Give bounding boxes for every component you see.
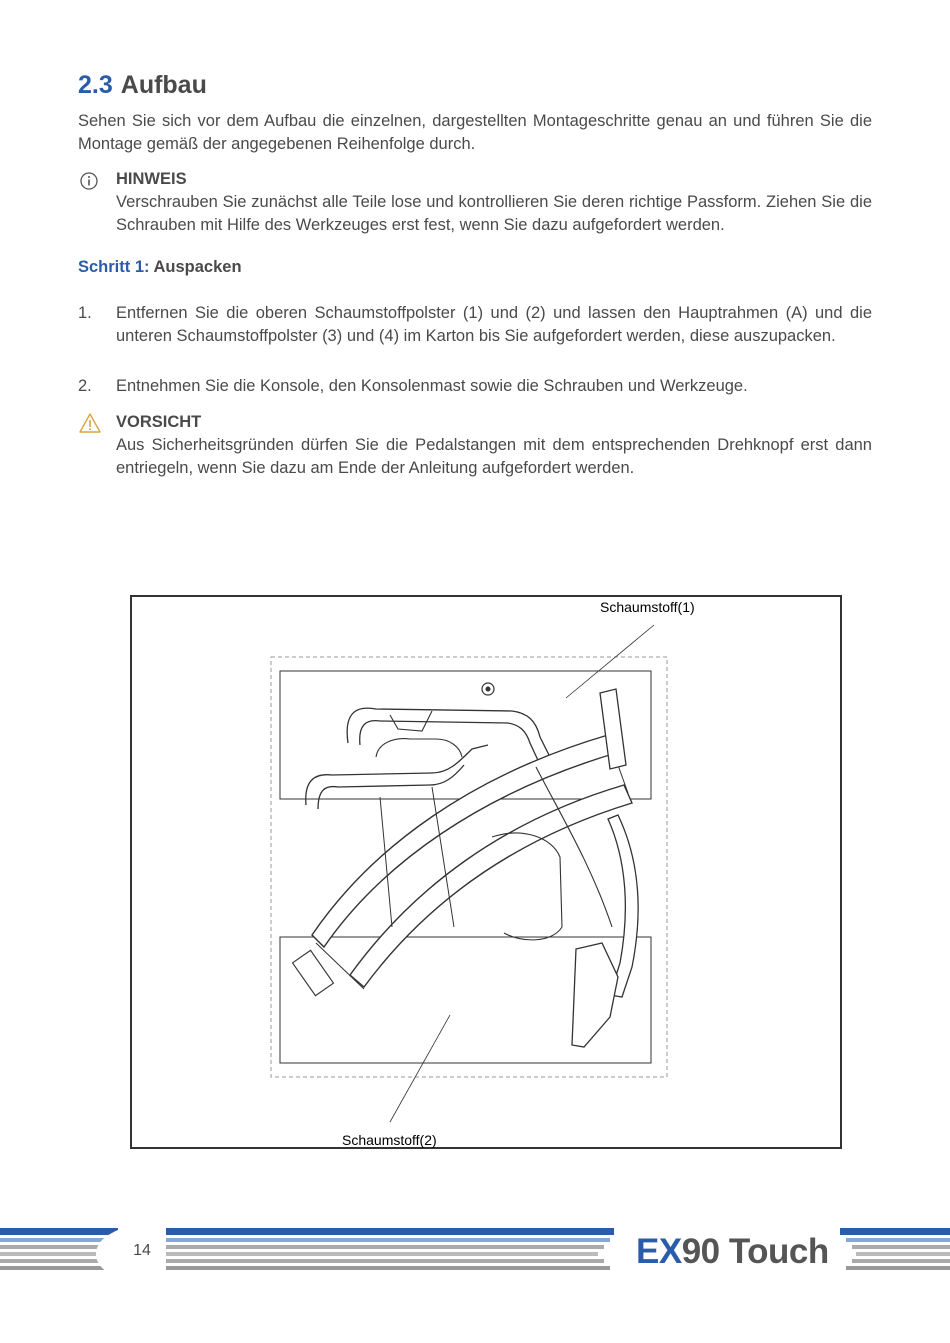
brand-name: 90 Touch	[681, 1232, 829, 1271]
hinweis-text: Verschrauben Sie zunächst alle Teile lose und kontrollieren Sie deren richtige Passform. Ziehen Sie die Schrauben mit Hilfe des Werkzeuges erst fest, wenn Sie dazu aufgefordert werden.	[116, 193, 872, 234]
frame-illustration	[132, 597, 840, 1147]
section-title: Aufbau	[120, 71, 207, 99]
brand-logo	[636, 1230, 829, 1274]
warning-icon	[79, 412, 101, 434]
step-title: Auspacken	[153, 258, 242, 276]
hinweis-title: HINWEIS	[116, 170, 187, 188]
vorsicht-text: Aus Sicherheitsgründen dürfen Sie die Pedalstangen mit dem entsprechenden Drehknopf erst dann entriegeln, wenn Sie dazu am Ende der Anleitung aufgefordert werden.	[116, 436, 872, 477]
list-item-text: Entfernen Sie die oberen Schaumstoffpolster (1) und (2) und lassen den Hauptrahmen (A) und die unteren Schaumstoffpolster (3) und (4) im Karton bis Sie aufgefordert werden, diese auszupacken.	[116, 304, 872, 345]
section-number: 2.3	[78, 71, 113, 99]
list-item-number: 1.	[78, 304, 92, 322]
info-icon	[78, 170, 100, 192]
vorsicht-title: VORSICHT	[116, 413, 202, 431]
callout-bottom-label: Schaumstoff(2)	[342, 1132, 437, 1148]
step-heading	[78, 256, 242, 279]
step-label: Schritt 1:	[78, 258, 150, 276]
section-heading	[78, 68, 207, 102]
intro-paragraph: Sehen Sie sich vor dem Aufbau die einzelnen, dargestellten Montageschritte genau an und führen Sie die Montage gemäß der angegebenen Reihenfolge durch.	[78, 112, 872, 153]
unpacking-figure	[130, 595, 842, 1149]
brand-prefix: EX	[636, 1232, 682, 1271]
page-number: 14	[133, 1242, 151, 1259]
callout-top-label: Schaumstoff(1)	[600, 599, 695, 615]
list-item-text: Entnehmen Sie die Konsole, den Konsolenmast sowie die Schrauben und Werkzeuge.	[116, 377, 748, 395]
list-item-number: 2.	[78, 377, 92, 395]
